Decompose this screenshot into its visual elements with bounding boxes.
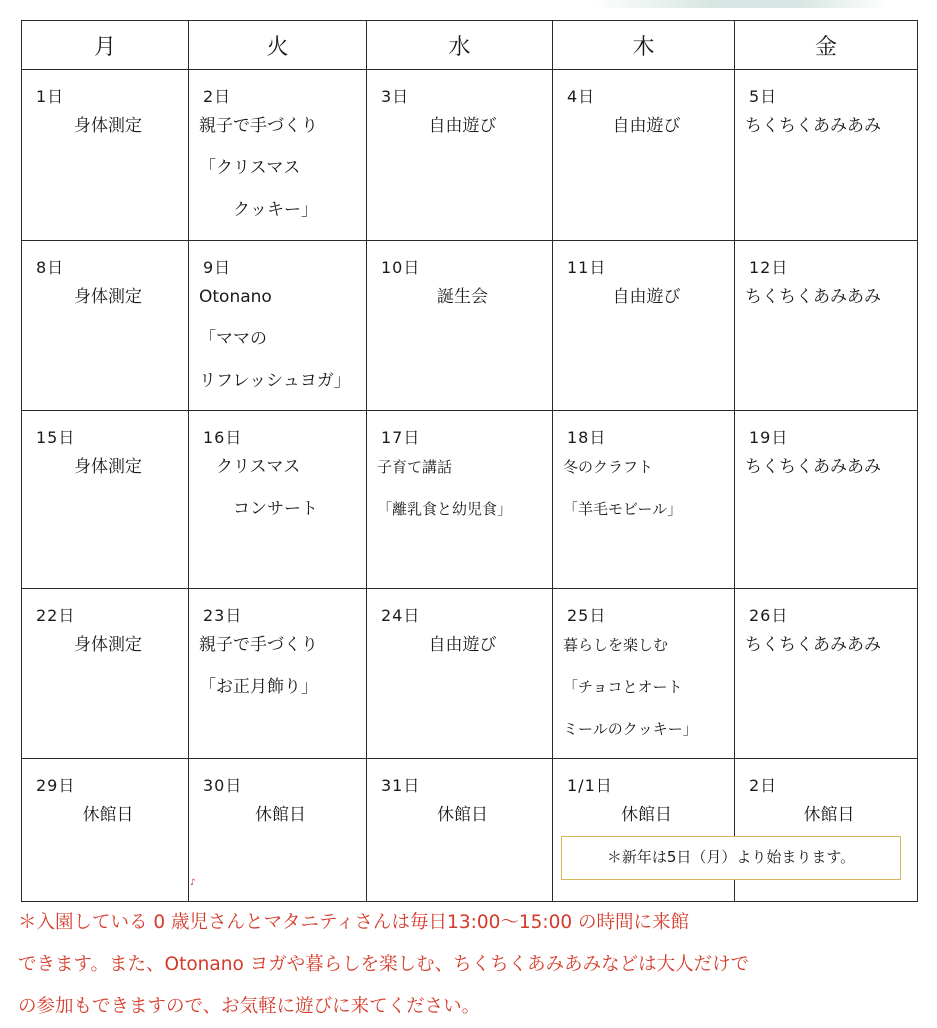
activity-line: 「ママの [199, 329, 267, 349]
activity-line: ちくちくあみあみ [745, 116, 881, 136]
activity [377, 453, 548, 537]
day-cell [553, 70, 735, 241]
weekday-header: 金 [735, 21, 918, 70]
weekday-header: 木 [553, 21, 735, 70]
day-cell [367, 70, 553, 241]
activity-line: 冬のクラフト [563, 458, 654, 476]
activity-line: 暮らしを楽しむ [563, 636, 669, 654]
activity-line: 自由遊び [612, 287, 681, 307]
activity-line: リフレッシュヨガ」 [199, 371, 351, 391]
activity [377, 283, 548, 325]
activity-line: ちくちくあみあみ [745, 457, 881, 477]
day-cell [367, 759, 553, 902]
activity-line: クリスマス [199, 457, 301, 477]
activity [199, 801, 362, 843]
day-number: 2日 [203, 87, 232, 106]
activity-line: 身体測定 [74, 457, 142, 477]
day-number: 17日 [381, 428, 421, 447]
day-number: 29日 [36, 776, 76, 795]
stray-mark: ♪ [190, 878, 196, 888]
day-cell [735, 589, 918, 759]
footer-line: できます。また、Otonano ヨガや暮らしを楽しむ、ちくちくあみあみなどは大人だけで [18, 954, 750, 975]
activity-line: 親子で手づくり [199, 116, 318, 136]
day-cell [189, 70, 367, 241]
day-number: 23日 [203, 606, 243, 625]
day-cell [189, 759, 367, 902]
activity [563, 112, 730, 154]
day-number: 12日 [749, 258, 789, 277]
day-cell [553, 411, 735, 589]
activity-line: 休館日 [803, 805, 855, 825]
day-cell [735, 411, 918, 589]
activity [32, 283, 184, 325]
day-number: 18日 [567, 428, 607, 447]
day-number: 1日 [36, 87, 65, 106]
day-cell [22, 759, 189, 902]
weekday-header: 水 [367, 21, 553, 70]
activity [32, 801, 184, 843]
activity [377, 801, 548, 843]
day-number: 9日 [203, 258, 232, 277]
day-number: 16日 [203, 428, 243, 447]
day-number: 4日 [567, 87, 596, 106]
footer-line: ＊入園している 0 歳児さんとマタニティさんは毎日13:00～15:00 の時間に来館 [18, 912, 690, 933]
activity [199, 283, 362, 409]
week-row [22, 70, 918, 241]
footer-note [18, 902, 930, 1028]
day-number: 22日 [36, 606, 76, 625]
activity [32, 631, 184, 673]
activity-line: 休館日 [255, 805, 306, 825]
activity-line: 身体測定 [74, 116, 142, 136]
activity [745, 453, 913, 495]
day-number: 19日 [749, 428, 789, 447]
day-cell [22, 70, 189, 241]
day-cell [367, 411, 553, 589]
activity [32, 453, 184, 495]
weekday-header-row [22, 21, 918, 70]
day-cell [553, 589, 735, 759]
top-decoration [590, 0, 890, 8]
day-cell [22, 241, 189, 411]
day-number: 3日 [381, 87, 410, 106]
day-cell [735, 241, 918, 411]
activity-line: 親子で手づくり [199, 635, 318, 655]
activity-line: 「羊毛モビール」 [563, 500, 683, 518]
activity [563, 283, 730, 325]
activity-line: コンサート [199, 499, 318, 519]
day-cell [367, 589, 553, 759]
activity-line: ちくちくあみあみ [745, 635, 881, 655]
day-number: 26日 [749, 606, 789, 625]
activity-line: 休館日 [621, 805, 672, 825]
activity-line: 「クリスマス [199, 158, 301, 178]
day-cell [189, 411, 367, 589]
activity-line: 「チョコとオート [563, 678, 683, 696]
activity-line: 自由遊び [428, 635, 497, 655]
activity-line: ちくちくあみあみ [745, 287, 881, 307]
day-cell [553, 759, 735, 902]
day-number: 11日 [567, 258, 607, 277]
week-row [22, 589, 918, 759]
activity [377, 631, 548, 673]
footer-line: の参加もできますので、お気軽に遊びに来てください。 [18, 996, 481, 1017]
day-number: 15日 [36, 428, 76, 447]
activity-line: 「お正月飾り」 [199, 677, 318, 697]
activity [377, 112, 548, 154]
day-cell [553, 241, 735, 411]
activity-line: 自由遊び [612, 116, 681, 136]
week-row [22, 759, 918, 902]
activity-line: 身体測定 [74, 287, 142, 307]
activity-line: 休館日 [82, 805, 134, 825]
activity [199, 631, 362, 715]
activity-line: 自由遊び [428, 116, 497, 136]
day-number: 2日 [749, 776, 778, 795]
day-number: 8日 [36, 258, 65, 277]
activity [32, 112, 184, 154]
day-cell [735, 759, 918, 902]
day-number: 30日 [203, 776, 243, 795]
day-number: 1/1日 [567, 776, 613, 795]
activity [199, 112, 362, 238]
activity [745, 631, 913, 673]
day-number: 31日 [381, 776, 421, 795]
activity [563, 631, 730, 757]
weekday-header: 火 [189, 21, 367, 70]
activity-line: 休館日 [437, 805, 488, 825]
new-year-notice: ＊新年は5日（月）より始まります。 [561, 836, 901, 880]
activity [563, 453, 730, 537]
calendar-table [21, 20, 918, 902]
day-cell [22, 589, 189, 759]
day-cell [189, 589, 367, 759]
day-number: 24日 [381, 606, 421, 625]
day-number: 10日 [381, 258, 421, 277]
activity-line: ミールのクッキー」 [563, 720, 698, 738]
activity [745, 112, 913, 154]
week-row [22, 241, 918, 411]
week-row [22, 411, 918, 589]
day-number: 25日 [567, 606, 607, 625]
weekday-header: 月 [22, 21, 189, 70]
day-cell [22, 411, 189, 589]
activity-line: Otonano [199, 287, 272, 307]
day-cell [735, 70, 918, 241]
activity [745, 283, 913, 325]
activity-line: 身体測定 [74, 635, 142, 655]
activity-line: 子育て講話 [377, 458, 453, 476]
activity-line: 「離乳食と幼児食」 [377, 500, 513, 518]
day-number: 5日 [749, 87, 778, 106]
day-cell [367, 241, 553, 411]
activity [199, 453, 362, 537]
activity-line: 誕生会 [437, 287, 488, 307]
day-cell [189, 241, 367, 411]
activity-line: クッキー」 [199, 200, 318, 220]
